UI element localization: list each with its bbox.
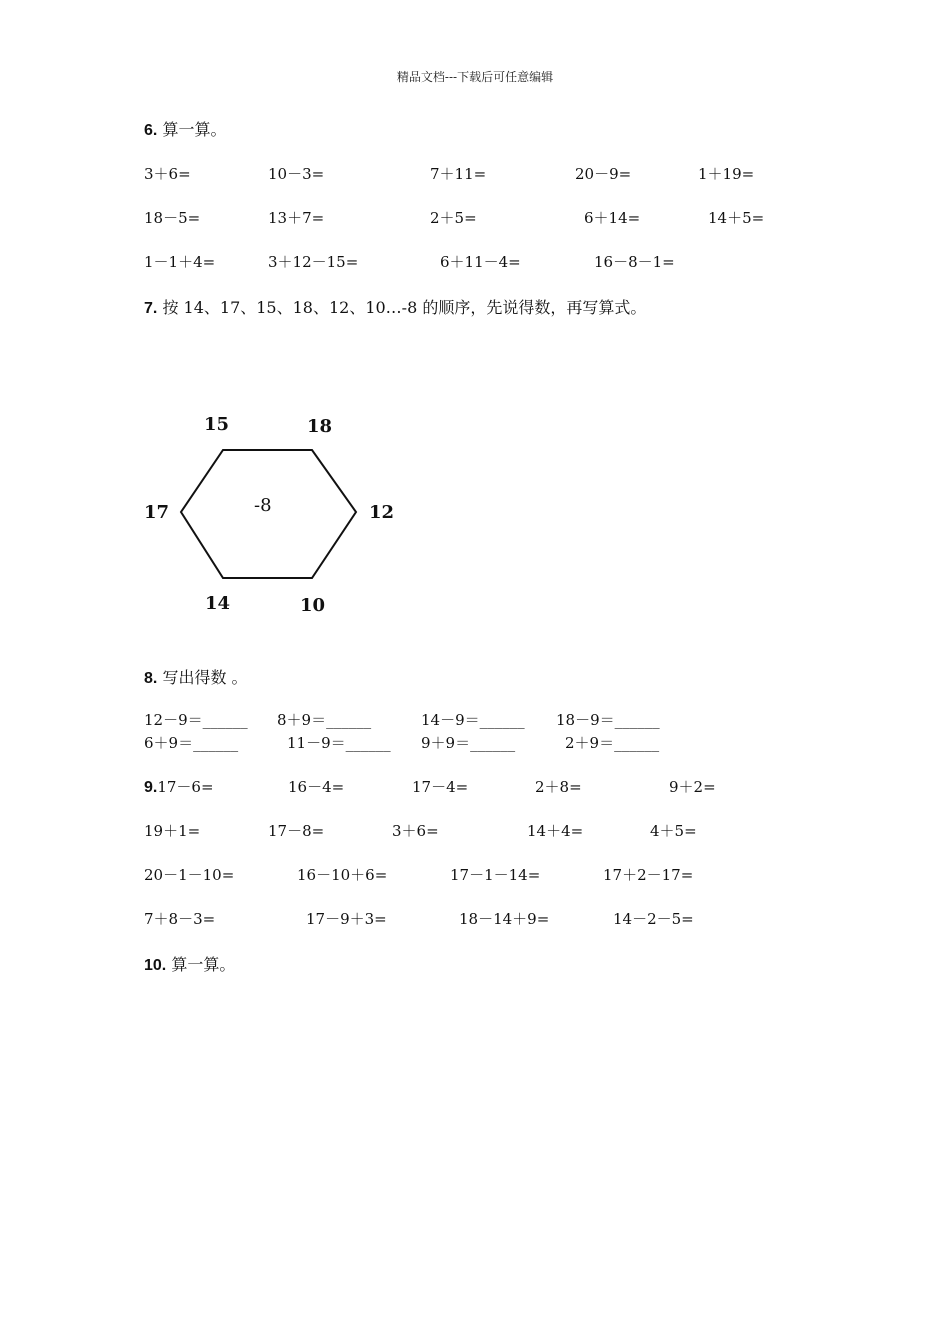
q10-heading [144,952,235,975]
q7-number: 7. [144,300,158,317]
q6-title: 算一算。 [162,120,227,139]
hexagon-label-right: 12 [369,502,395,523]
q9-expr: 17－6= [157,778,214,796]
q9-expr: 17＋2－17= [603,866,694,884]
q9-first-expr [144,776,214,797]
q6-expr: 1＋19= [698,165,755,183]
q6-expr: 3＋12－15= [268,253,359,271]
q9-expr: 2＋8= [535,778,582,796]
q9-expr: 9＋2= [669,778,716,796]
q9-expr: 17－8= [268,822,325,840]
q9-expr: 17－1－14= [450,866,541,884]
q9-expr: 17－4= [412,778,469,796]
q9-expr: 3＋6= [392,822,439,840]
hexagon-label-left: 17 [144,502,170,523]
q8-expr: 12－9＝______ [144,711,248,729]
q6-expr: 1－1＋4= [144,253,216,271]
q6-number: 6. [144,122,158,139]
q8-expr: 6＋9＝______ [144,734,239,752]
hexagon-label-bottom-right: 10 [300,595,326,616]
q6-expr: 2＋5= [430,209,477,227]
q9-expr: 7＋8－3= [144,910,216,928]
page-header: 精品文档---下载后可任意编辑 [396,70,554,84]
q6-expr: 10－3= [268,165,325,183]
q9-number: 9. [144,779,158,796]
q9-expr: 20－1－10= [144,866,235,884]
q8-expr: 8＋9＝______ [277,711,372,729]
q8-expr: 9＋9＝______ [421,734,516,752]
q6-expr: 6＋11－4= [440,253,521,271]
hexagon-label-top-left: 15 [204,414,230,435]
hexagon-label-top-right: 18 [307,416,333,437]
q10-title: 算一算。 [171,955,236,974]
q9-expr: 19＋1= [144,822,201,840]
q8-heading [144,665,248,688]
q10-number: 10. [144,957,167,974]
q9-expr: 16－10＋6= [297,866,388,884]
q8-expr: 18－9＝______ [556,711,660,729]
hexagon-center-label: -8 [254,495,272,516]
q9-expr: 4＋5= [650,822,697,840]
q6-expr: 3＋6= [144,165,191,183]
q8-expr: 11－9＝______ [287,734,391,752]
q8-expr: 2＋9＝______ [565,734,660,752]
q6-expr: 7＋11= [430,165,487,183]
q6-expr: 14＋5= [708,209,765,227]
q8-expr: 14－9＝______ [421,711,525,729]
q6-expr: 20－9= [575,165,632,183]
q9-expr: 14－2－5= [613,910,694,928]
q6-expr: 18－5= [144,209,201,227]
q9-expr: 18－14＋9= [459,910,550,928]
q6-expr: 13＋7= [268,209,325,227]
q9-expr: 16－4= [288,778,345,796]
hexagon-label-bottom-left: 14 [205,593,231,614]
q6-expr: 6＋14= [584,209,641,227]
q9-expr: 14＋4= [527,822,584,840]
q7-title: 按 14、17、15、18、12、10…-8 的顺序，先说得数，再写算式。 [162,298,647,317]
q8-number: 8. [144,670,158,687]
q8-title: 写出得数 。 [162,668,248,687]
q6-expr: 16－8－1= [594,253,675,271]
q9-expr: 17－9＋3= [306,910,387,928]
